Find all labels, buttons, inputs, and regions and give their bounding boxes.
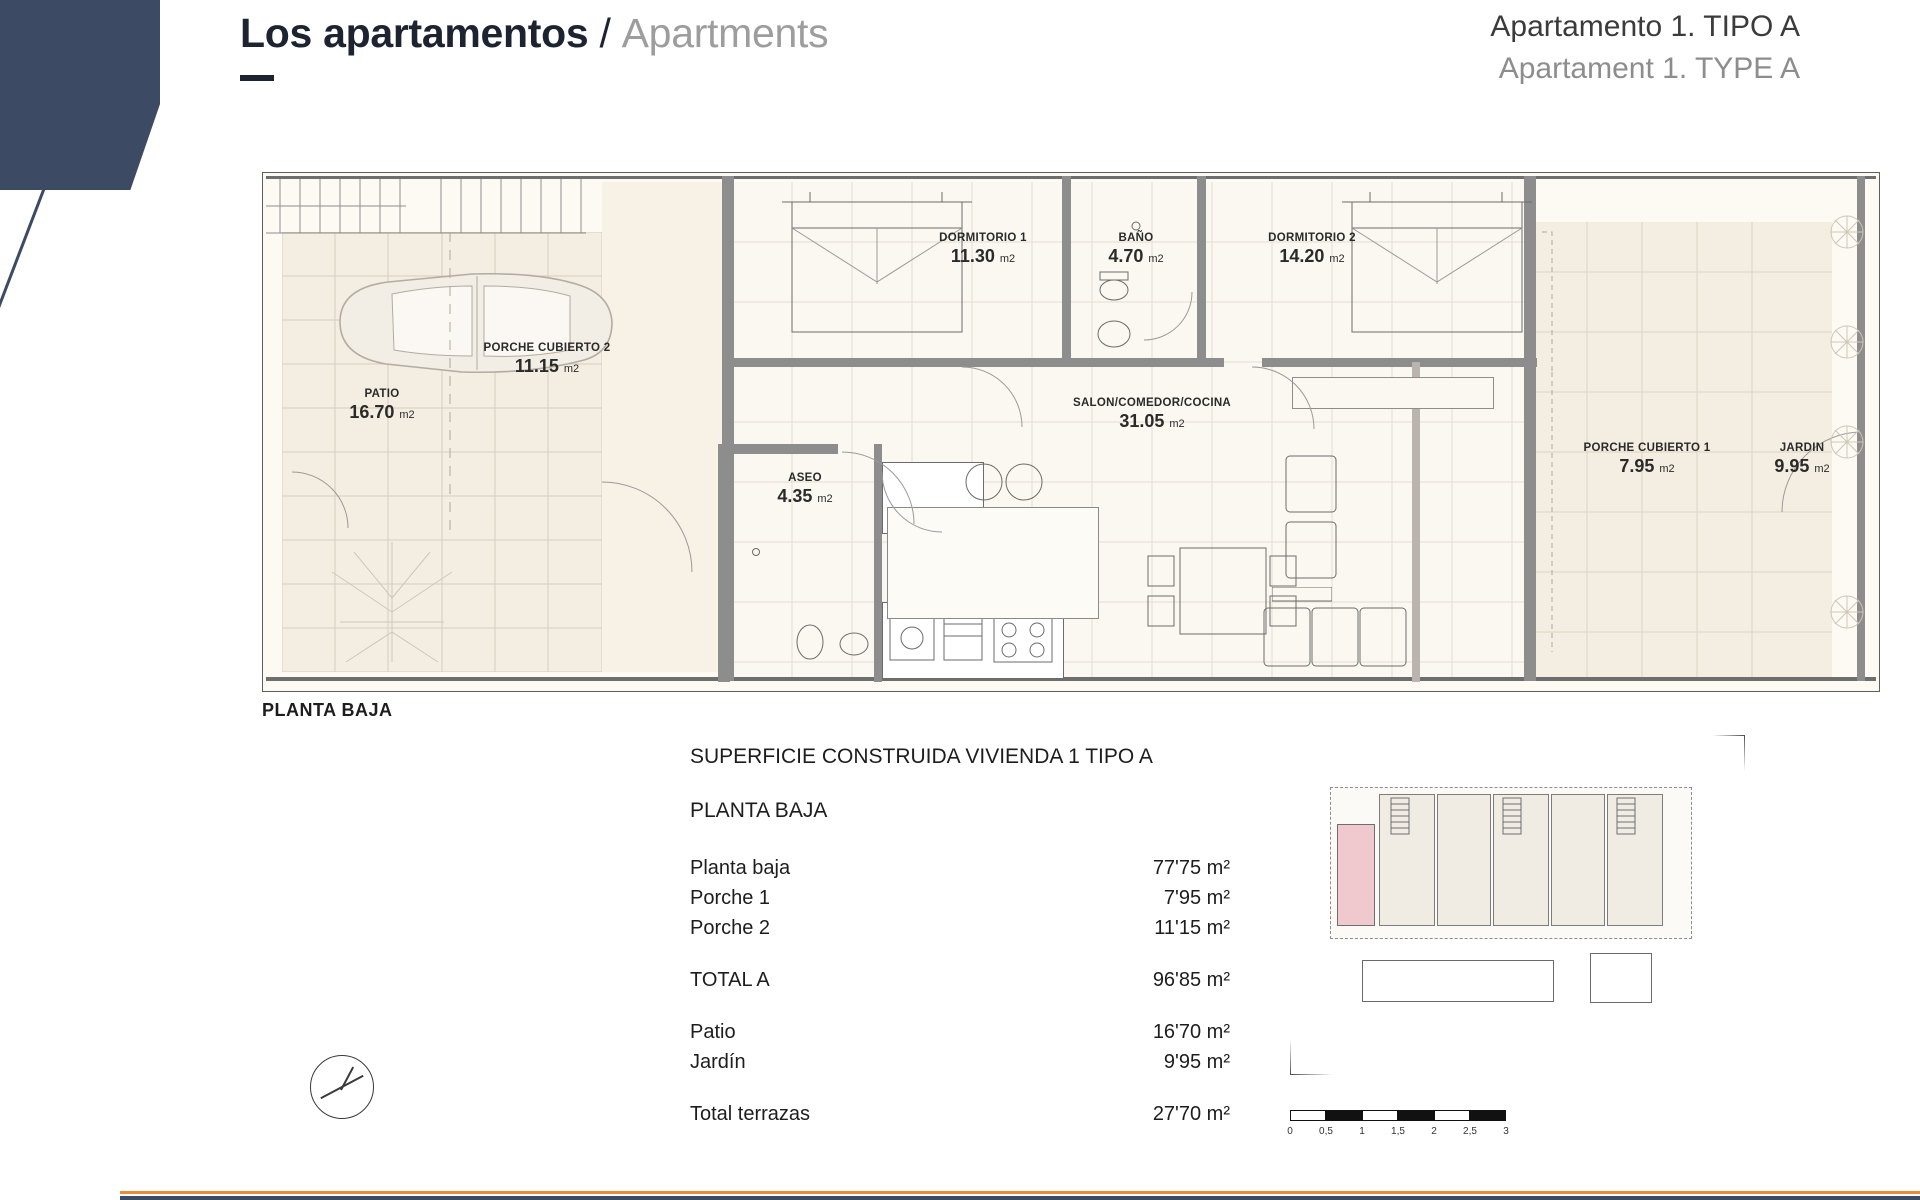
terrace-row	[690, 1017, 1230, 1047]
north-compass-icon	[310, 1055, 374, 1119]
row-value: 11'15 m²	[1154, 917, 1230, 939]
key-plan-pool	[1362, 960, 1554, 1002]
room-label-porche2: PORCHE CUBIERTO 2 11.15 m2	[483, 342, 611, 376]
corner-decoration	[0, 0, 160, 260]
scale-segment	[1326, 1110, 1362, 1121]
surface-row	[690, 883, 1230, 913]
plant-icon	[302, 512, 482, 672]
scale-segment	[1290, 1110, 1326, 1121]
terrace-row	[690, 1047, 1230, 1077]
row-label: Patio	[690, 1021, 736, 1043]
total-value: 96'85 m²	[1152, 969, 1230, 991]
apartment-label-en: Apartament 1. TYPE A	[1498, 52, 1800, 85]
row-label: Porche 1	[690, 887, 771, 909]
key-plan-block	[1330, 787, 1692, 939]
room-label-bano: BAÑO 4.70 m2	[1108, 232, 1164, 266]
scale-tick: 2,5	[1463, 1126, 1477, 1137]
scale-segment	[1434, 1110, 1470, 1121]
surface-subheading: PLANTA BAJA	[690, 799, 828, 822]
corner-diagonal-line	[0, 0, 190, 330]
surface-row	[690, 913, 1230, 943]
room-label-patio: PATIO 16.70 m2	[349, 388, 415, 422]
row-value: 7'95 m²	[1163, 887, 1230, 909]
room-label-dormitorio2: DORMITORIO 2 14.20 m2	[1268, 232, 1356, 266]
scale-segment	[1470, 1110, 1506, 1121]
title-underline-dash	[240, 75, 274, 81]
scale-segment	[1362, 1110, 1398, 1121]
total-label: TOTAL A	[690, 969, 770, 991]
title-en: Apartments	[621, 10, 829, 56]
row-label: Jardín	[690, 1051, 746, 1073]
terrace-total-row	[690, 1099, 1230, 1129]
scale-tick: 2	[1431, 1126, 1437, 1137]
room-label-salon: SALON/COMEDOR/COCINA 31.05 m2	[1072, 397, 1232, 431]
row-value: 16'70 m²	[1152, 1021, 1230, 1043]
surface-row	[690, 853, 1230, 883]
room-label-porche1: PORCHE CUBIERTO 1 7.95 m2	[1583, 442, 1711, 476]
row-value: 9'95 m²	[1163, 1051, 1230, 1073]
title-es: Los apartamentos	[240, 10, 589, 56]
total-value: 27'70 m²	[1152, 1103, 1230, 1125]
surface-total-row	[690, 965, 1230, 995]
scale-tick: 0	[1287, 1126, 1293, 1137]
key-plan-stairs	[1331, 788, 1691, 938]
apartment-label-es: Apartamento 1. TIPO A	[1490, 10, 1800, 43]
footer-bar	[120, 1196, 1920, 1200]
scale-tick: 0,5	[1319, 1126, 1333, 1137]
row-label: Planta baja	[690, 857, 791, 879]
surface-heading: SUPERFICIE CONSTRUIDA VIVIENDA 1 TIPO A	[690, 745, 1153, 768]
room-label-jardin: JARDIN 9.95 m2	[1774, 442, 1830, 476]
title-separator: /	[599, 10, 611, 56]
room-label-aseo: ASEO 4.35 m2	[777, 472, 833, 506]
key-plan	[1290, 735, 1745, 1075]
footer-accent-line	[120, 1191, 1920, 1194]
scale-tick: 3	[1503, 1126, 1509, 1137]
floor-caption: PLANTA BAJA	[262, 700, 393, 720]
room-label-dormitorio1: DORMITORIO 1 11.30 m2	[939, 232, 1027, 266]
scale-tick: 1,5	[1391, 1126, 1405, 1137]
garden-plants-icon	[1822, 192, 1872, 672]
scale-segment	[1398, 1110, 1434, 1121]
page-title	[240, 10, 828, 81]
row-value: 77'75 m²	[1152, 857, 1230, 879]
key-plan-service-box	[1590, 953, 1652, 1003]
scale-tick: 1	[1359, 1126, 1365, 1137]
row-label: Porche 2	[690, 917, 771, 939]
total-label: Total terrazas	[690, 1103, 811, 1125]
apartment-identifier	[1490, 10, 1800, 86]
surface-table	[690, 745, 1230, 1129]
floor-plan-drawing	[262, 172, 1880, 692]
